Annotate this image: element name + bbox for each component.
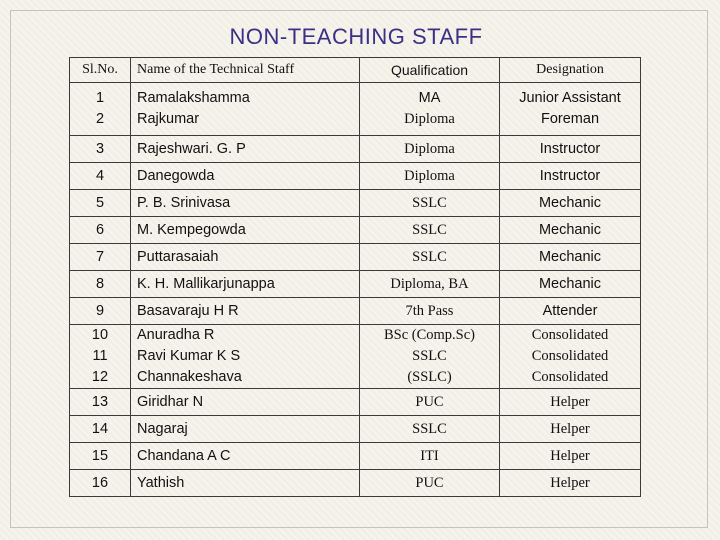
qualification-value: 7th Pass — [405, 302, 454, 319]
qualification-cell — [360, 325, 500, 389]
name-cell — [131, 389, 360, 416]
designation-value: Consolidated — [531, 327, 609, 343]
table-row — [70, 190, 641, 217]
designation-value: Helper — [550, 420, 590, 437]
qualification-value: SSLC — [412, 420, 447, 437]
header-designation: Designation — [500, 58, 641, 83]
name-cell — [131, 443, 360, 470]
qualification-value: Diploma — [404, 167, 455, 184]
sl-no-value: 8 — [95, 275, 105, 292]
name-value: Giridhar N — [137, 393, 204, 410]
sl-no-value: 13 — [91, 393, 109, 410]
name-value: Channakeshava — [137, 369, 242, 385]
qualification-cell — [360, 163, 500, 190]
sl-no-value: 15 — [91, 447, 109, 464]
designation-value: Consolidated — [531, 369, 609, 385]
name-cell — [131, 325, 360, 389]
name-value: Puttarasaiah — [137, 248, 219, 265]
sl-no-value: 6 — [95, 221, 105, 238]
table-row — [70, 271, 641, 298]
name-cell — [131, 244, 360, 271]
designation-value: Mechanic — [538, 194, 602, 211]
qualification-value: SSLC — [412, 248, 447, 265]
name-value: Chandana A C — [137, 447, 231, 464]
name-cell — [131, 136, 360, 163]
sl-no-value: 2 — [95, 111, 105, 127]
qualification-cell — [360, 470, 500, 497]
designation-cell — [500, 217, 641, 244]
sl-no-cell — [70, 325, 131, 389]
table-row — [70, 217, 641, 244]
qualification-cell — [360, 389, 500, 416]
sl-no-cell — [70, 163, 131, 190]
name-value: Danegowda — [137, 167, 215, 184]
name-cell — [131, 470, 360, 497]
name-value: K. H. Mallikarjunappa — [137, 275, 275, 292]
name-cell — [131, 163, 360, 190]
header-sl-no: Sl.No. — [70, 58, 131, 83]
table-row — [70, 389, 641, 416]
sl-no-cell — [70, 244, 131, 271]
header-qualification: Qualification — [360, 58, 500, 83]
qualification-value: Diploma, BA — [390, 275, 469, 292]
qualification-cell — [360, 244, 500, 271]
qualification-value: MA — [418, 90, 441, 106]
qualification-value: SSLC — [412, 221, 447, 238]
name-cell — [131, 190, 360, 217]
qualification-value: ITI — [420, 447, 439, 464]
table-row — [70, 83, 641, 136]
sl-no-cell — [70, 389, 131, 416]
sl-no-value: 3 — [95, 140, 105, 157]
name-value: M. Kempegowda — [137, 221, 246, 238]
name-cell — [131, 271, 360, 298]
name-value: Rajkumar — [137, 111, 200, 127]
sl-no-value: 7 — [95, 248, 105, 265]
name-value: Nagaraj — [137, 420, 188, 437]
qualification-value: SSLC — [412, 348, 447, 364]
qualification-value: Diploma — [404, 111, 455, 127]
qualification-value: BSc (Comp.Sc) — [383, 327, 476, 343]
sl-no-cell — [70, 470, 131, 497]
sl-no-cell — [70, 217, 131, 244]
qualification-cell — [360, 217, 500, 244]
designation-value: Mechanic — [538, 275, 602, 292]
name-value: Anuradha R — [137, 327, 215, 343]
designation-cell — [500, 190, 641, 217]
designation-value: Mechanic — [538, 248, 602, 265]
name-value: Ramalakshamma — [137, 90, 250, 106]
designation-value: Instructor — [539, 140, 601, 157]
sl-no-value: 4 — [95, 167, 105, 184]
sl-no-value: 9 — [95, 302, 105, 319]
sl-no-value: 10 — [91, 327, 109, 343]
designation-cell — [500, 271, 641, 298]
name-value: Rajeshwari. G. P — [137, 140, 246, 157]
sl-no-cell — [70, 190, 131, 217]
designation-cell — [500, 136, 641, 163]
name-value: P. B. Srinivasa — [137, 194, 231, 211]
table-row — [70, 416, 641, 443]
designation-value: Foreman — [540, 111, 600, 127]
qualification-cell — [360, 443, 500, 470]
qualification-cell — [360, 190, 500, 217]
designation-cell — [500, 244, 641, 271]
sl-no-cell — [70, 271, 131, 298]
designation-value: Helper — [550, 447, 590, 464]
staff-table — [69, 57, 641, 497]
sl-no-cell — [70, 298, 131, 325]
designation-cell — [500, 83, 641, 136]
qualification-cell — [360, 416, 500, 443]
designation-cell — [500, 470, 641, 497]
designation-value: Junior Assistant — [519, 90, 621, 106]
designation-value: Mechanic — [538, 221, 602, 238]
name-value: Yathish — [137, 474, 185, 491]
name-cell — [131, 298, 360, 325]
name-cell — [131, 416, 360, 443]
qualification-value: PUC — [415, 474, 444, 491]
sl-no-value: 16 — [91, 474, 109, 491]
table-header-row — [70, 58, 641, 83]
designation-cell — [500, 443, 641, 470]
designation-cell — [500, 163, 641, 190]
name-cell — [131, 83, 360, 136]
designation-value: Helper — [550, 474, 590, 491]
qualification-cell — [360, 83, 500, 136]
designation-cell — [500, 389, 641, 416]
sl-no-cell — [70, 83, 131, 136]
name-value: Ravi Kumar K S — [137, 348, 241, 364]
sl-no-cell — [70, 416, 131, 443]
designation-cell — [500, 416, 641, 443]
table-row — [70, 443, 641, 470]
designation-value: Attender — [542, 302, 598, 319]
sl-no-value: 14 — [91, 420, 109, 437]
table-row — [70, 298, 641, 325]
designation-value: Consolidated — [531, 348, 609, 364]
qualification-value: (SSLC) — [407, 369, 452, 385]
qualification-cell — [360, 298, 500, 325]
table-row — [70, 244, 641, 271]
table-row — [70, 163, 641, 190]
sl-no-value: 11 — [92, 348, 108, 364]
name-cell — [131, 217, 360, 244]
qualification-value: SSLC — [412, 194, 447, 211]
name-value: Basavaraju H R — [137, 302, 239, 319]
header-name: Name of the Technical Staff — [131, 58, 360, 83]
sl-no-cell — [70, 136, 131, 163]
qualification-cell — [360, 136, 500, 163]
designation-cell — [500, 298, 641, 325]
sl-no-cell — [70, 443, 131, 470]
table-row — [70, 136, 641, 163]
designation-cell — [500, 325, 641, 389]
sl-no-value: 5 — [95, 194, 105, 211]
page-title: NON-TEACHING STAFF — [229, 24, 483, 49]
designation-value: Helper — [550, 393, 590, 410]
sl-no-value: 1 — [95, 90, 105, 106]
qualification-value: Diploma — [404, 140, 455, 157]
designation-value: Instructor — [539, 167, 601, 184]
sl-no-value: 12 — [91, 369, 109, 385]
qualification-cell — [360, 271, 500, 298]
table-row — [70, 470, 641, 497]
qualification-value: PUC — [415, 393, 444, 410]
table-row — [70, 325, 641, 389]
